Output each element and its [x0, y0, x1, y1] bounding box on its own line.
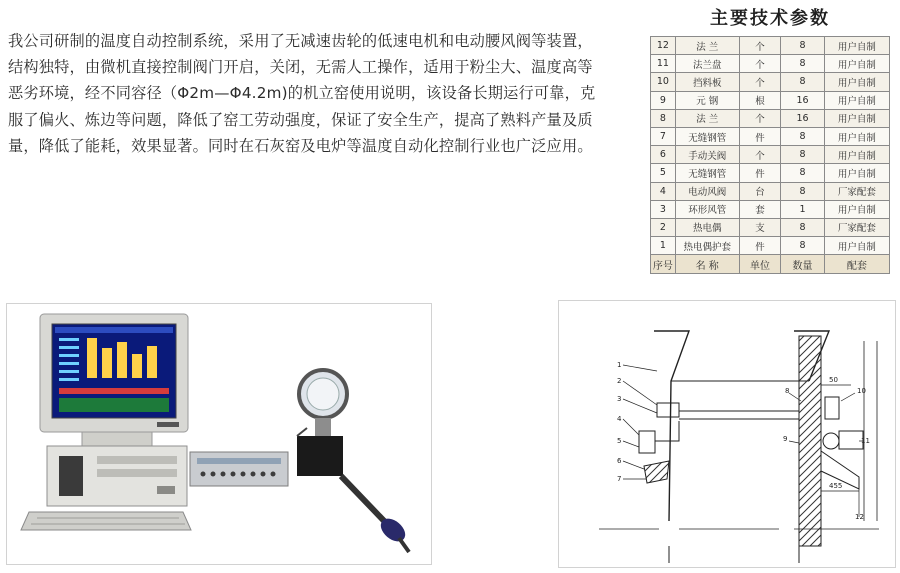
cell-unit: 支 [739, 218, 781, 236]
spec-table-row [651, 37, 890, 55]
intro-text [8, 28, 608, 159]
thermocouple-probe [341, 476, 410, 552]
part-number-label: 5 [617, 437, 622, 445]
computer-case [47, 446, 187, 506]
keyboard [21, 512, 191, 530]
cell-no: 5 [651, 164, 676, 182]
installation-drawing [558, 300, 896, 568]
spec-table-title: 主要技术参数 [710, 8, 830, 29]
cell-qty: 8 [781, 127, 824, 145]
spec-table-body [651, 37, 890, 255]
cell-note: 厂家配套 [824, 218, 889, 236]
cell-note: 用户自制 [824, 91, 889, 109]
spec-table-header-row [651, 255, 890, 274]
spec-table-row [651, 109, 890, 127]
kiln-section-diagram [559, 301, 895, 567]
cell-qty: 8 [781, 237, 824, 255]
cell-name: 法 兰 [675, 109, 739, 127]
spec-table-row [651, 218, 890, 236]
cell-no: 8 [651, 109, 676, 127]
cell-name: 手动关阀 [675, 146, 739, 164]
cell-name: 电动风阀 [675, 182, 739, 200]
control-box [190, 452, 288, 486]
cell-note: 用户自制 [824, 73, 889, 91]
part-number-label: 11 [861, 437, 870, 445]
cell-no: 12 [651, 37, 676, 55]
part-number-label: 12 [855, 513, 864, 521]
cell-note: 用户自制 [824, 146, 889, 164]
cell-name: 元 钢 [675, 91, 739, 109]
cell-qty: 1 [781, 200, 824, 218]
part-number-label: 6 [617, 457, 622, 465]
cell-qty: 16 [781, 109, 824, 127]
part-number-label: 9 [783, 435, 788, 443]
cell-unit: 个 [739, 109, 781, 127]
cell-no: 9 [651, 91, 676, 109]
cell-no: 11 [651, 55, 676, 73]
cell-unit: 根 [739, 91, 781, 109]
cell-qty: 8 [781, 146, 824, 164]
cell-no: 1 [651, 237, 676, 255]
spec-table-row [651, 146, 890, 164]
spec-table-row [651, 164, 890, 182]
col-name: 名 称 [675, 255, 739, 274]
cell-no: 7 [651, 127, 676, 145]
cell-name: 热电偶 [675, 218, 739, 236]
cell-unit: 个 [739, 73, 781, 91]
cell-note: 厂家配套 [824, 182, 889, 200]
monitor [40, 314, 188, 446]
cell-name: 法 兰 [675, 37, 739, 55]
part-number-label: 2 [617, 377, 622, 385]
cell-qty: 8 [781, 37, 824, 55]
spec-table [650, 36, 890, 274]
cell-name: 挡料板 [675, 73, 739, 91]
dimension-label-bottom: 455 [829, 482, 843, 490]
cell-name: 热电偶护套 [675, 237, 739, 255]
cell-qty: 8 [781, 218, 824, 236]
col-unit: 单位 [739, 255, 781, 274]
cell-unit: 个 [739, 55, 781, 73]
equipment-illustration [7, 304, 431, 564]
cell-name: 环形风管 [675, 200, 739, 218]
spec-table-row [651, 127, 890, 145]
part-number-label: 4 [617, 415, 622, 423]
cell-unit: 件 [739, 164, 781, 182]
part-number-label: 10 [857, 387, 866, 395]
cell-note: 用户自制 [824, 164, 889, 182]
cell-name: 无缝钢管 [675, 164, 739, 182]
cell-unit: 件 [739, 237, 781, 255]
dimension-label-top: 50 [829, 376, 838, 384]
equipment-photo [6, 303, 432, 565]
part-number-label: 3 [617, 395, 622, 403]
cell-qty: 8 [781, 73, 824, 91]
cell-unit: 个 [739, 37, 781, 55]
cell-no: 2 [651, 218, 676, 236]
intro-paragraph: 我公司研制的温度自动控制系统，采用了无减速齿轮的低速电机和电动腰风阀等装置，结构独特，由微机直接控制阀门开启，关闭，无需人工操作，适用于粉尘大、温度高等恶劣环境，经不同容径（Φ2m—Φ4.2m)的机立窑使用说明，该设备长期运行可靠，克服了偏火、炼边等问题，降低了窑工劳动强度，保证了安全生产，提高了熟料产量及质量，降低了能耗，效果显著。同时在石灰窑及电炉等温度自动化控制行业也广泛应用。 [8, 32, 596, 155]
cell-note: 用户自制 [824, 237, 889, 255]
cell-name: 法兰盘 [675, 55, 739, 73]
cell-note: 用户自制 [824, 200, 889, 218]
electric-valve [297, 370, 347, 476]
cell-qty: 16 [781, 91, 824, 109]
spec-table-row [651, 55, 890, 73]
part-number-label: 1 [617, 361, 622, 369]
cell-no: 10 [651, 73, 676, 91]
spec-table-row [651, 237, 890, 255]
cell-unit: 个 [739, 146, 781, 164]
cell-name: 无缝钢管 [675, 127, 739, 145]
cell-qty: 8 [781, 55, 824, 73]
spec-table-row [651, 200, 890, 218]
part-number-label: 7 [617, 475, 622, 483]
cell-note: 用户自制 [824, 109, 889, 127]
col-note: 配套 [824, 255, 889, 274]
col-no: 序号 [651, 255, 676, 274]
spec-table-row [651, 182, 890, 200]
cell-unit: 套 [739, 200, 781, 218]
cell-no: 6 [651, 146, 676, 164]
col-qty: 数量 [781, 255, 824, 274]
part-number-label: 8 [785, 387, 790, 395]
cell-no: 3 [651, 200, 676, 218]
cell-unit: 台 [739, 182, 781, 200]
spec-table-row [651, 91, 890, 109]
cell-qty: 8 [781, 164, 824, 182]
cell-note: 用户自制 [824, 55, 889, 73]
cell-unit: 件 [739, 127, 781, 145]
cell-note: 用户自制 [824, 37, 889, 55]
cell-qty: 8 [781, 182, 824, 200]
cell-note: 用户自制 [824, 127, 889, 145]
cell-no: 4 [651, 182, 676, 200]
spec-table-row [651, 73, 890, 91]
